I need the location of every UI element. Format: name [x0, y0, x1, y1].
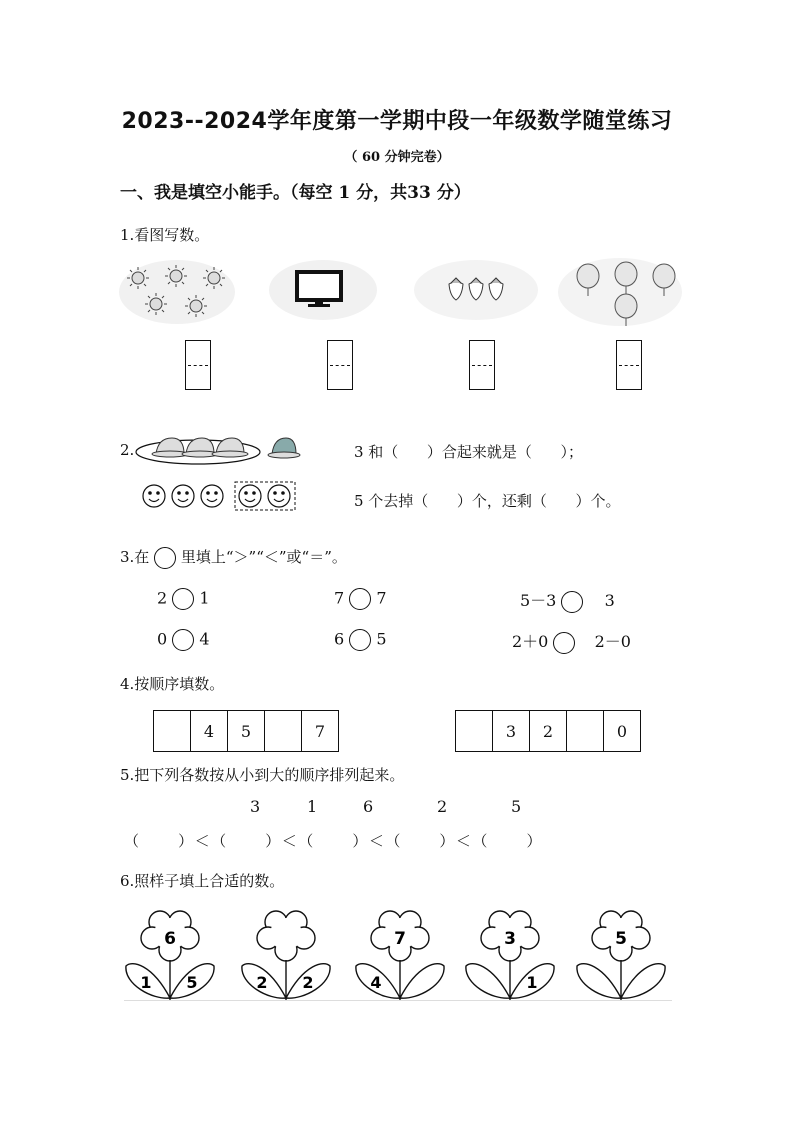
sequence-cell[interactable] [154, 711, 191, 752]
compare-item: 2＋0 2－0 [512, 629, 631, 654]
smiley-group [140, 480, 300, 512]
flower-top-number: 5 [615, 929, 627, 949]
flower [122, 904, 218, 1004]
compare-circle[interactable] [561, 591, 583, 613]
circle-icon [154, 547, 176, 569]
q6-label: 6.照样子填上合适的数。 [120, 872, 285, 890]
page-title: 2023--2024学年度第一学期中段一年级数学随堂练习 [121, 109, 673, 134]
page-subtitle: （ 60 分钟完卷） [344, 150, 450, 165]
q5-label: 5.把下列各数按从小到大的顺序排列起来。 [120, 766, 405, 784]
flower-left-number: 4 [370, 973, 382, 992]
smiley-icon [143, 485, 290, 507]
flower [573, 904, 669, 1004]
compare-item: 6 5 [334, 629, 387, 651]
compare-item: 0 4 [157, 629, 210, 651]
compare-item: 7 7 [334, 588, 387, 610]
compare-item: 2 1 [157, 588, 210, 610]
monitor-icon [297, 272, 341, 307]
flower-right-number: 2 [302, 973, 314, 992]
sequence-cell: 5 [228, 711, 265, 752]
flower [352, 904, 448, 1004]
strawberry-icon [449, 278, 503, 300]
answer-box[interactable] [616, 340, 642, 390]
sequence-cell[interactable] [265, 711, 302, 752]
flower-right-number: 5 [186, 973, 198, 992]
sort-number: 5 [511, 797, 522, 816]
flower-left-number: 1 [140, 973, 152, 992]
answer-box[interactable] [185, 340, 211, 390]
sequence-cell: 7 [302, 711, 339, 752]
compare-circle[interactable] [172, 588, 194, 610]
compare-circle[interactable] [172, 629, 194, 651]
q5-answer-line: （ ）＜（ ）＜（ ）＜（ ）＜（ ） [124, 832, 544, 850]
q2-number: 2. [120, 441, 135, 459]
sequence-cell[interactable] [456, 711, 493, 752]
sort-number: 6 [363, 797, 374, 816]
q2-line1: 3 和（ ）合起来就是（ ）； [354, 443, 584, 461]
q4-label: 4.按顺序填数。 [120, 675, 225, 693]
sort-number: 1 [307, 797, 318, 816]
flower-top-number: 7 [394, 929, 406, 949]
flower-right-number: 1 [526, 973, 538, 992]
sequence-cell: 3 [493, 711, 530, 752]
sort-number: 3 [250, 797, 261, 816]
flower-top-number: 6 [164, 929, 176, 949]
flower [462, 904, 558, 1004]
compare-circle[interactable] [349, 588, 371, 610]
q1-label: 1.看图写数。 [120, 226, 210, 244]
sort-number: 2 [437, 797, 448, 816]
sequence-table-2 [455, 710, 641, 752]
strawberry-group [412, 258, 540, 322]
flower-top-number: 3 [504, 929, 516, 949]
flower [238, 904, 334, 1004]
compare-circle[interactable] [349, 629, 371, 651]
section-heading: 一、我是填空小能手。（每空 1 分，共33 分） [120, 183, 471, 203]
lantern-group [556, 254, 684, 330]
sequence-cell[interactable] [567, 711, 604, 752]
compare-item: 5－3 3 [520, 588, 615, 613]
sequence-table-1 [153, 710, 339, 752]
sequence-cell: 0 [604, 711, 641, 752]
monitor-group [268, 258, 378, 322]
sequence-cell: 2 [530, 711, 567, 752]
sequence-cell: 4 [191, 711, 228, 752]
flower-left-number: 2 [256, 973, 268, 992]
cap-icon [152, 438, 300, 458]
q3-label [120, 546, 347, 569]
cap-group [134, 432, 304, 468]
answer-box[interactable] [469, 340, 495, 390]
answer-box[interactable] [327, 340, 353, 390]
q2-line2: 5 个去掉（ ）个，还剩（ ）个。 [354, 492, 621, 510]
sun-group [118, 258, 236, 326]
compare-circle[interactable] [553, 632, 575, 654]
q3-label-prefix: 3.在 [120, 548, 150, 566]
q3-label-suffix: 里填上“＞”“＜”或“＝”。 [180, 548, 347, 566]
